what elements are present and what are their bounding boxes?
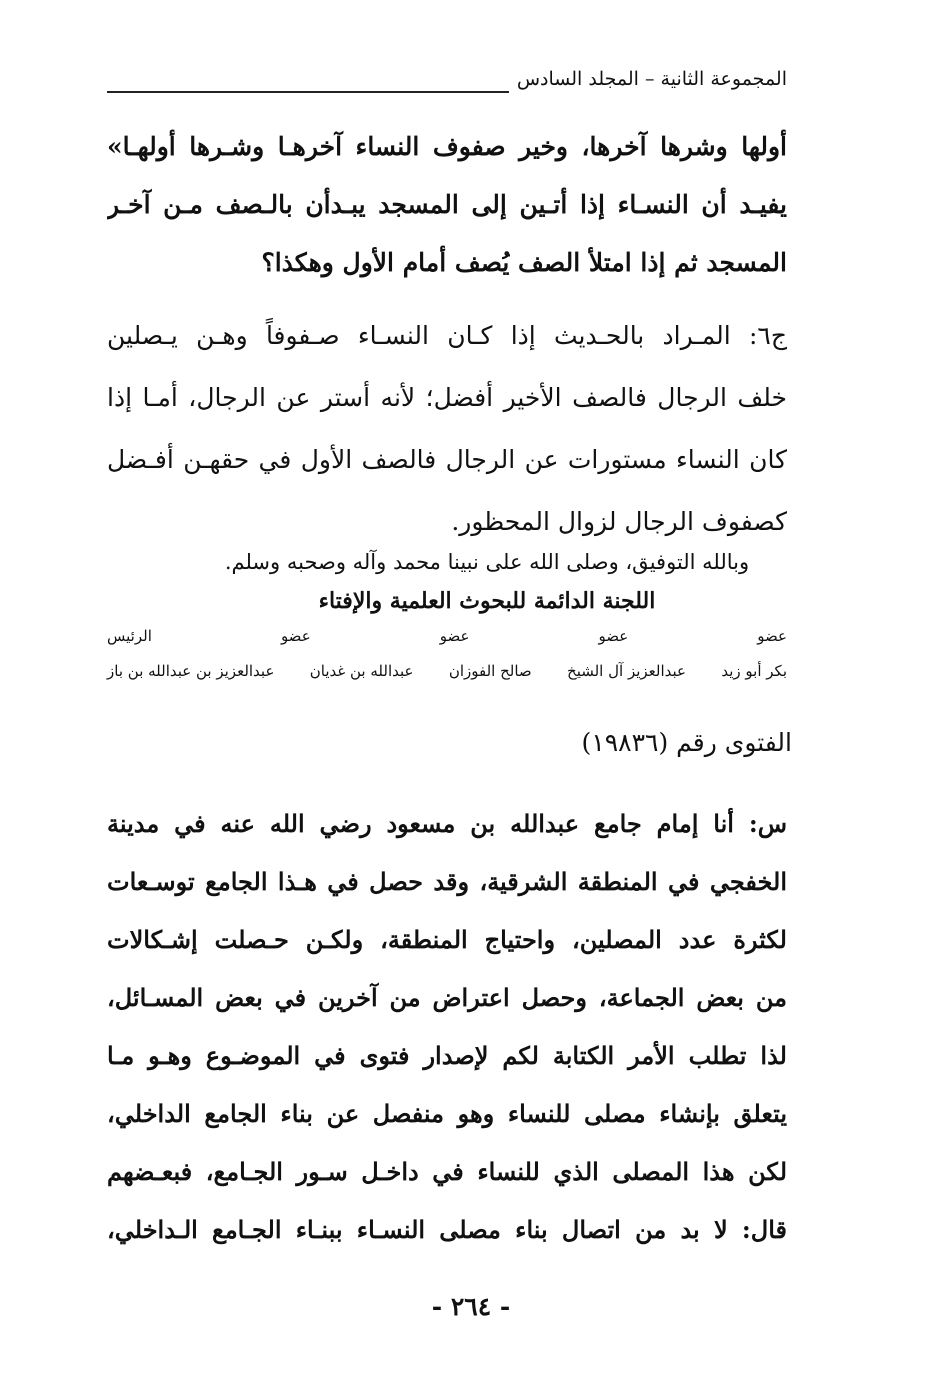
text-line: س: أنا إمام جامع عبدالله بن مسعود رضي الله عنه في مدينة	[107, 809, 787, 838]
question-continuation	[107, 118, 787, 292]
member-name: عبدالله بن غديان	[309, 662, 414, 680]
running-title: المجموعة الثانية – المجلد السادس	[516, 68, 787, 90]
text-line: لذا تطلب الأمر الكتابة لكم لإصدار فتوى في الموضـوع وهـو مـا	[107, 1041, 787, 1070]
page-number: - ٢٦٤ -	[431, 1292, 511, 1321]
member-role: عضو	[598, 627, 629, 645]
member-name: عبدالعزيز آل الشيخ	[567, 662, 686, 680]
fatwa-title: الفتوى رقم (١٩٨٣٦)	[581, 728, 792, 757]
member-role: عضو	[280, 627, 311, 645]
text-line: المسجد ثم إذا امتلأ الصف يُصف أمام الأول وهكذا؟	[261, 248, 787, 277]
member-name: صالح الفوزان	[448, 662, 532, 680]
header-rule	[107, 91, 509, 93]
text-line: كان النساء مستورات عن الرجال فالصف الأول في حقهـن أفـضل	[107, 445, 787, 474]
text-line: خلف الرجال فالصف الأخير أفضل؛ لأنه أستر عن الرجال، أمـا إذا	[107, 383, 787, 412]
answer-paragraph	[107, 305, 787, 553]
closing-formula: وبالله التوفيق، وصلى الله على نبينا محمد وآله وصحبه وسلم.	[224, 550, 750, 574]
member-role: عضو	[439, 627, 470, 645]
text-line: ج٦: المـراد بالحـديث إذا كـان النسـاء صـفوفاً وهـن يـصلين	[107, 321, 787, 350]
text-line: يتعلق بإنشاء مصلى للنساء وهو منفصل عن بناء الجامع الداخلي،	[107, 1099, 787, 1128]
member-role: الرئيس	[107, 627, 152, 645]
text-line: لكن هذا المصلى الذي للنساء في داخـل سـور الجـامع، فبعـضهم	[107, 1157, 787, 1186]
committee-roles	[107, 627, 787, 645]
text-line: من بعض الجماعة، وحصل اعتراض من آخرين في بعض المسـائل،	[107, 983, 787, 1012]
text-line: قال: لا بد من اتصال بناء مصلى النسـاء ببنـاء الجـامع الـداخلي،	[107, 1215, 787, 1244]
member-name: عبدالعزيز بن عبدالله بن باز	[107, 662, 275, 680]
text-line: أولها وشرها آخرها، وخير صفوف النساء آخرهـا وشـرها أولهـا»	[107, 132, 787, 161]
committee-name: اللجنة الدائمة للبحوث العلمية والإفتاء	[318, 588, 656, 614]
committee-names	[107, 662, 787, 680]
running-header	[107, 62, 787, 102]
member-name: بكر أبو زيد	[721, 662, 787, 680]
text-line: كصفوف الرجال لزوال المحظور.	[451, 507, 787, 536]
text-line: الخفجي في المنطقة الشرقية، وقد حصل في هـذا الجامع توسـعات	[107, 867, 787, 896]
text-line: يفيـد أن النسـاء إذا أتـين إلى المسجد يبـدأن بالـصف مـن آخـر	[107, 190, 787, 219]
fatwa-question	[107, 795, 787, 1259]
text-line: لكثرة عدد المصلين، واحتياج المنطقة، ولكـن حـصلت إشـكالات	[107, 925, 787, 954]
member-role: عضو	[757, 627, 787, 645]
